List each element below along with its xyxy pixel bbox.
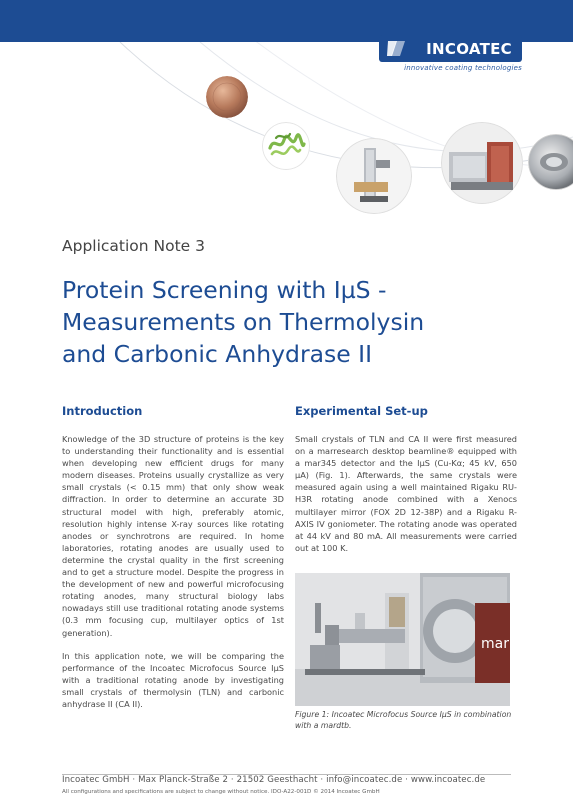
footer-disclaimer: All configurations and specifications are subject to change without notice. IDO-A22-001D © 2014 Incoatec GmbH <box>62 789 380 795</box>
figure-caption: Figure 1: Incoatec Microfocus Source IµS in combination with a mardtb. <box>295 710 512 730</box>
introduction-heading: Introduction <box>62 404 143 418</box>
introduction-body <box>62 433 284 721</box>
title-line: and Carbonic Anhydrase II <box>62 340 373 368</box>
paragraph: In this application note, we will be comparing the performance of the Incoatec Microfocus Source IµS with a traditional rotating anode by investigating small crystals of thermolysin (TLN) and carbonic anhydrase II (CA II). <box>62 650 284 709</box>
protein-structure-image <box>262 122 310 170</box>
paragraph: Knowledge of the 3D structure of proteins is the key to understanding their functionality and is essential when developing new efficient drugs for many modern diseases. Proteins usually crystallize as very small crystals (< 0.15 mm) that only show weak diffraction. In order to determine an accurate 3D structural model with high, preferably atomic, resolution highly intense X-ray sources like rotating anodes or synchrotrons are required. In home laboratories, rotating anodes are usually used to determine the crystal quality in the first screening and to get a structure model. Despite the progress in the development of new and powerful microfocusing rotating anodes, many structural biology labs nowadays still use traditional rotating anode systems (0.3 mm focusing cup, multilayer optics of 1st generation). <box>62 434 284 638</box>
coated-wafer-image <box>206 76 248 118</box>
instrument-photo <box>295 573 510 706</box>
footer-contact: Incoatec GmbH · Max Planck-Straße 2 · 21502 Geesthacht · info@incoatec.de · www.incoatec.de <box>62 775 486 785</box>
brand-name: INCOATEC <box>426 39 512 58</box>
instrument-setup-image <box>441 122 523 204</box>
setup-heading: Experimental Set-up <box>295 404 428 418</box>
paragraph: Small crystals of TLN and CA II were first measured on a marresearch desktop beamline® equipped with a mar345 detector and the IµS (Cu-Kα; 45 kV, 650 µA) (Fig. 1). Afterwards, the same crystals were measured again using a well maintained Rigaku RU-H3R rotating anode combined with a Xenocs multilayer mirror (FOX 2D 12-38P) and a Rigaku R-AXIS IV goniometer. The rotating anode was operated at 44 kV and 80 mA. All measurements were carried out at 100 K. <box>295 434 517 553</box>
title-line: Protein Screening with IµS - <box>62 276 387 304</box>
setup-body <box>295 433 517 565</box>
title-line: Measurements on Thermolysin <box>62 308 425 336</box>
brand-tagline: innovative coating technologies <box>404 64 522 72</box>
application-note-label: Application Note 3 <box>62 237 206 255</box>
photo-mar-label: mar <box>481 636 509 652</box>
document-title <box>62 274 532 370</box>
microfocus-source-image <box>336 138 412 214</box>
